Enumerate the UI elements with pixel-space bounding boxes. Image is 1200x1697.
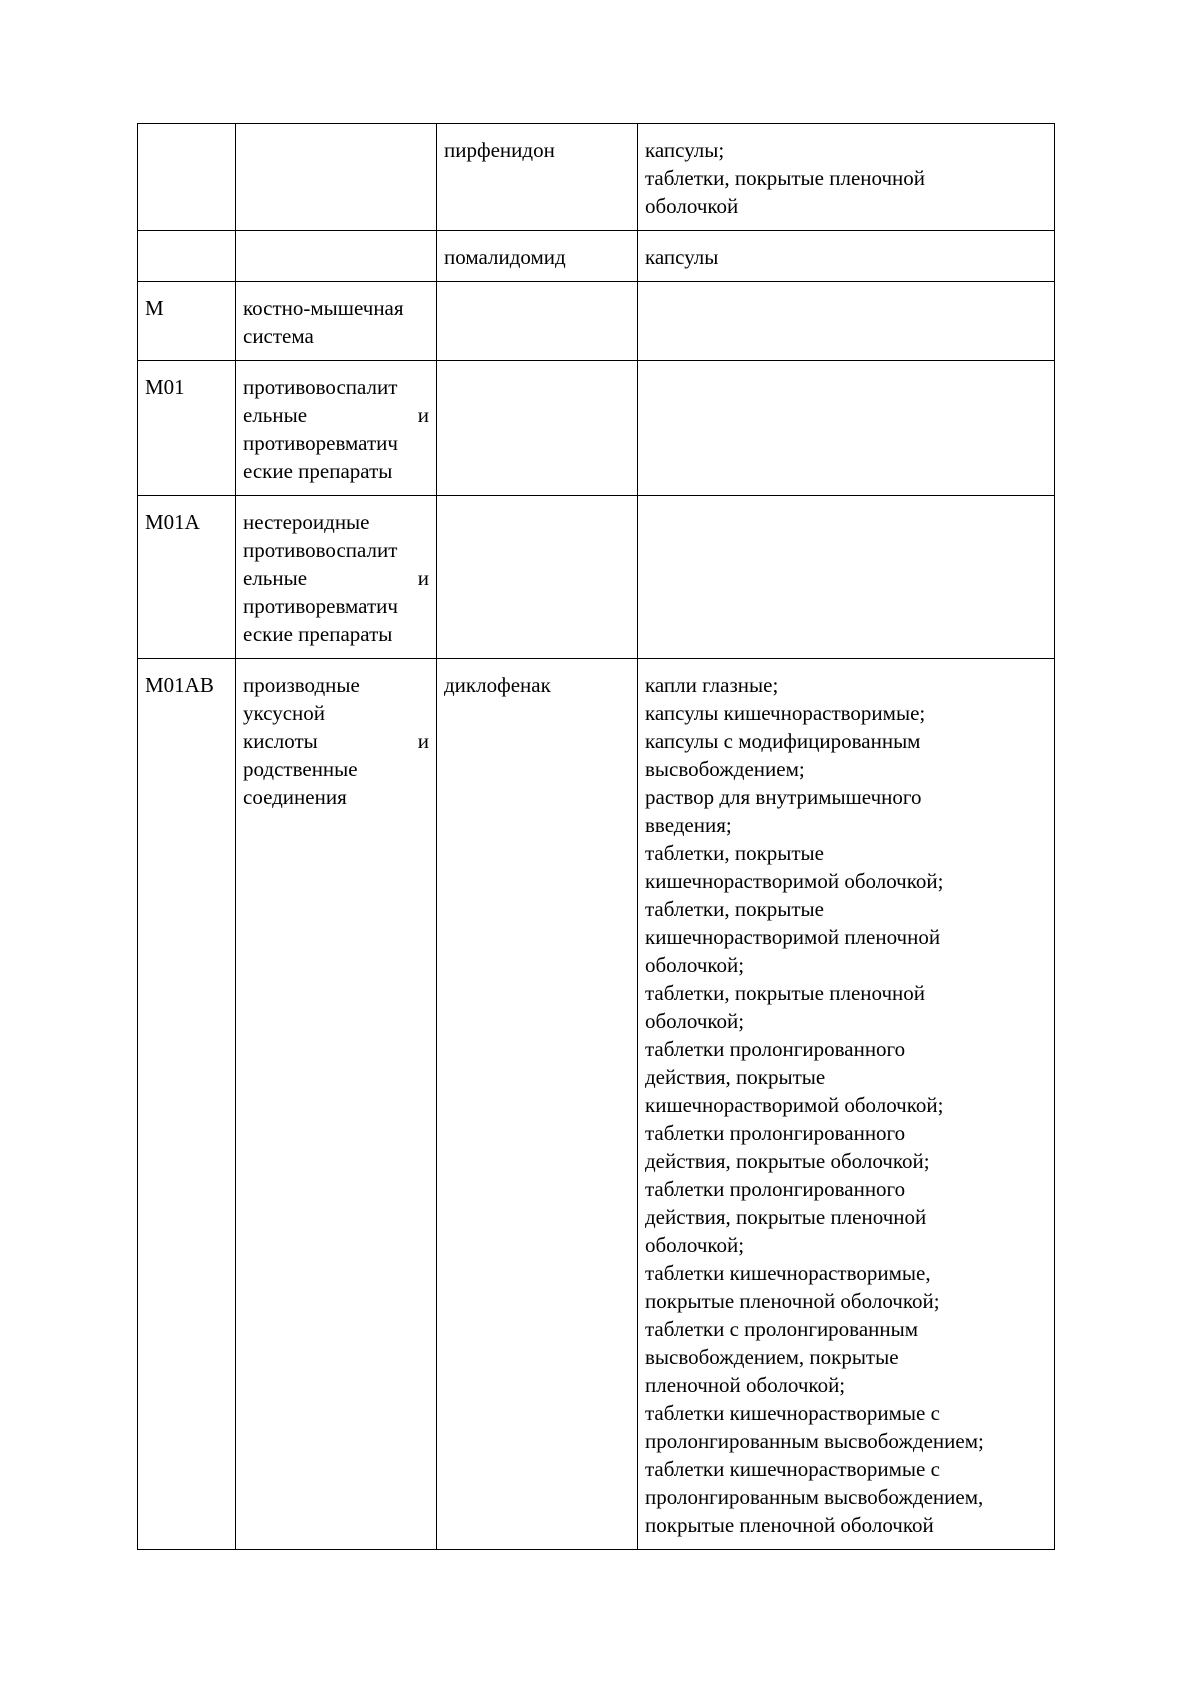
group-name-line: производные <box>243 673 360 697</box>
dosage-form: оболочкой; <box>645 953 745 977</box>
drug-name: диклофенак <box>444 673 551 697</box>
atc-code: M <box>145 296 164 320</box>
dosage-form: капсулы; <box>645 138 725 162</box>
dosage-form: покрытые пленочной оболочкой; <box>645 1289 940 1313</box>
forms-cell <box>638 124 1055 231</box>
group-name-line: родственные <box>243 757 358 781</box>
dosage-form: таблетки кишечнорастворимые с <box>645 1401 940 1425</box>
group-name-line: нестероидные <box>243 510 370 534</box>
dosage-form: пленочной оболочкой; <box>645 1373 846 1397</box>
group-name-line: уксусной <box>243 701 326 725</box>
drug-cell <box>437 496 638 659</box>
table-row <box>138 496 1055 659</box>
group-cell <box>236 361 437 496</box>
dosage-form: кишечнорастворимой оболочкой; <box>645 1093 944 1117</box>
table-row <box>138 124 1055 231</box>
drug-cell <box>437 231 638 282</box>
dosage-form: таблетки, покрытые пленочной <box>645 981 926 1005</box>
table-body <box>138 124 1055 1550</box>
dosage-form: введения; <box>645 813 732 837</box>
atc-code-cell <box>138 496 236 659</box>
atc-code-cell <box>138 659 236 1550</box>
dosage-form: таблетки кишечнорастворимые, <box>645 1261 931 1285</box>
table-row <box>138 231 1055 282</box>
dosage-form: пролонгированным высвобождением, <box>645 1485 984 1509</box>
dosage-form: таблетки, покрытые <box>645 841 824 865</box>
dosage-form: оболочкой; <box>645 1009 745 1033</box>
dosage-form: капсулы <box>645 245 719 269</box>
forms-cell <box>638 659 1055 1550</box>
dosage-form: действия, покрытые оболочкой; <box>645 1149 930 1173</box>
dosage-form: пролонгированным высвобождением; <box>645 1429 984 1453</box>
atc-code-cell <box>138 124 236 231</box>
forms-cell <box>638 282 1055 361</box>
group-name-line: ельные и <box>243 403 429 427</box>
dosage-form: таблетки пролонгированного <box>645 1177 906 1201</box>
dosage-form: оболочкой <box>645 194 739 218</box>
atc-code-cell <box>138 282 236 361</box>
table-row <box>138 361 1055 496</box>
drug-table <box>137 123 1055 1550</box>
dosage-form: таблетки, покрытые <box>645 897 824 921</box>
group-cell <box>236 659 437 1550</box>
dosage-form: капли глазные; <box>645 673 779 697</box>
dosage-form: таблетки кишечнорастворимые с <box>645 1457 940 1481</box>
dosage-form: кишечнорастворимой оболочкой; <box>645 869 944 893</box>
group-name-line: система <box>243 324 314 348</box>
dosage-form: оболочкой; <box>645 1233 745 1257</box>
table-row <box>138 282 1055 361</box>
group-cell <box>236 231 437 282</box>
group-name-line: противовоспалит <box>243 538 398 562</box>
group-name-line: еские препараты <box>243 622 393 646</box>
drug-cell <box>437 282 638 361</box>
dosage-form: таблетки, покрытые пленочной <box>645 166 926 190</box>
group-name-line: противовоспалит <box>243 375 398 399</box>
dosage-form: действия, покрытые пленочной <box>645 1205 927 1229</box>
group-cell <box>236 282 437 361</box>
atc-code-cell <box>138 361 236 496</box>
dosage-form: таблетки пролонгированного <box>645 1037 906 1061</box>
drug-name: пирфенидон <box>444 138 555 162</box>
table-row <box>138 659 1055 1550</box>
dosage-form: высвобождением; <box>645 757 805 781</box>
group-name-line: противоревматич <box>243 594 398 618</box>
atc-code: M01 <box>145 375 185 399</box>
forms-cell <box>638 231 1055 282</box>
dosage-form: кишечнорастворимой пленочной <box>645 925 941 949</box>
atc-code: M01AB <box>145 673 214 697</box>
dosage-form: капсулы с модифицированным <box>645 729 921 753</box>
drug-cell <box>437 659 638 1550</box>
dosage-form: высвобождением, покрытые <box>645 1345 899 1369</box>
dosage-form: таблетки с пролонгированным <box>645 1317 919 1341</box>
group-name-line: ельные и <box>243 566 429 590</box>
dosage-form: действия, покрытые <box>645 1065 826 1089</box>
forms-cell <box>638 496 1055 659</box>
group-cell <box>236 496 437 659</box>
dosage-form: таблетки пролонгированного <box>645 1121 906 1145</box>
group-name-line: костно-мышечная <box>243 296 404 320</box>
atc-code: M01A <box>145 510 200 534</box>
dosage-form: капсулы кишечнорастворимые; <box>645 701 926 725</box>
dosage-form: раствор для внутримышечного <box>645 785 922 809</box>
group-name-line: еские препараты <box>243 459 393 483</box>
group-name-line: соединения <box>243 785 347 809</box>
drug-name: помалидомид <box>444 245 566 269</box>
drug-cell <box>437 361 638 496</box>
group-name-line: противоревматич <box>243 431 398 455</box>
drug-cell <box>437 124 638 231</box>
forms-cell <box>638 361 1055 496</box>
group-cell <box>236 124 437 231</box>
atc-code-cell <box>138 231 236 282</box>
dosage-form: покрытые пленочной оболочкой <box>645 1513 934 1537</box>
group-name-line: кислоты и <box>243 729 429 753</box>
